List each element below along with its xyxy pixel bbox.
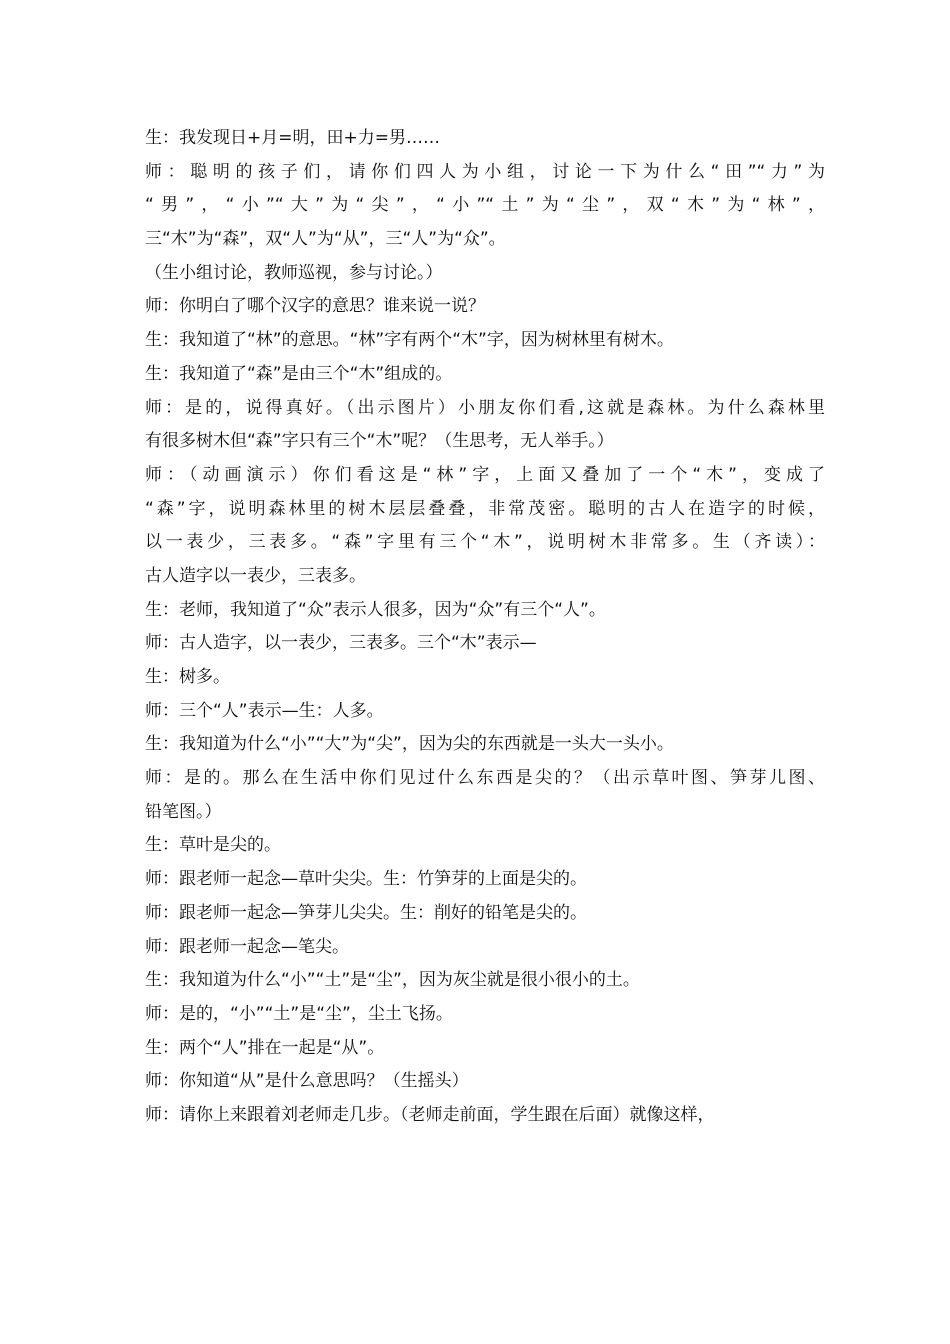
text-line: 生：树多。 [145,667,230,687]
text-line: （生小组讨论，教师巡视，参与讨论。） [145,262,443,283]
text-line: 生：草叶是尖的。 [145,835,281,856]
text-line: 师：跟老师一起念—笋芽儿尖尖。生：削好的铅笔是尖的。 [145,902,587,923]
text-line: 师：请你上来跟着刘老师走几步。（老师走前面，学生跟在后面）就像这样， [145,1104,715,1125]
text-line: 师：跟老师一起念—笔尖。 [145,936,349,957]
text-line: 生：我知道了“林”的意思。“林”字有两个“木”字，因为树林里有树木。 [145,330,674,351]
text-line: 师：三个“人”表示—生：人多。 [145,700,384,721]
text-line: 有很多树木但“森”字只有三个“木”呢？（生思考，无人举手。） [145,431,614,452]
text-line: 师：是的。那么在生活中你们见过什么东西是尖的？（出示草叶图、笋芽儿图、 [145,768,825,789]
text-line: 师：（动画演示）你们看这是“林”字，上面又叠加了一个“木”，变成了 [145,464,825,485]
text-line: 师：是的，“小”“土”是“尘”，尘土飞扬。 [145,1003,453,1024]
text-line: 师：古人造字，以一表少，三表多。三个“木”表示— [145,633,537,654]
text-line: 铅笔图。） [145,801,222,822]
text-line: 古人造字以一表少，三表多。 [145,565,366,586]
text-line: 师：跟老师一起念—草叶尖尖。生：竹笋芽的上面是尖的。 [145,869,587,890]
document-body [145,122,825,1133]
text-line: 师：你明白了哪个汉字的意思？谁来说一说？ [145,296,485,317]
text-line: “森”字，说明森林里的树木层层叠叠，非常茂密。聪明的古人在造字的时候， [145,498,825,519]
text-line: 生：我知道为什么“小”“大”为“尖”，因为尖的东西就是一头大一头小。 [145,734,674,755]
text-line: 师：聪明的孩子们，请你们四人为小组，讨论一下为什么“田”“力”为 [145,161,825,182]
text-line: 师：是的，说得真好。（出示图片）小朋友你们看,这就是森林。为什么森林里 [145,397,825,418]
text-line: 生：我发现日+月=明，田+力=男…… [145,128,440,148]
text-line: 三“木”为“森”，双“人”为“从”，三“人”为“众”。 [145,229,506,250]
text-line: 以一表少，三表多。“森”字里有三个“木”，说明树木非常多。生（齐读）： [145,532,825,553]
text-line: 师：你知道“从”是什么意思吗？（生摇头） [145,1071,469,1092]
text-line: 生：我知道了“森”是由三个“木”组成的。 [145,363,453,384]
text-line: 生：老师，我知道了“众”表示人很多，因为“众”有三个“人”。 [145,599,606,620]
text-line: 生：我知道为什么“小”“土”是“尘”，因为灰尘就是很小很小的土。 [145,970,640,991]
text-line: 生：两个“人”排在一起是“从”。 [145,1037,385,1058]
text-line: “男”，“小”“大”为“尖”，“小”“土”为“尘”，双“木”为“林”， [145,195,825,216]
